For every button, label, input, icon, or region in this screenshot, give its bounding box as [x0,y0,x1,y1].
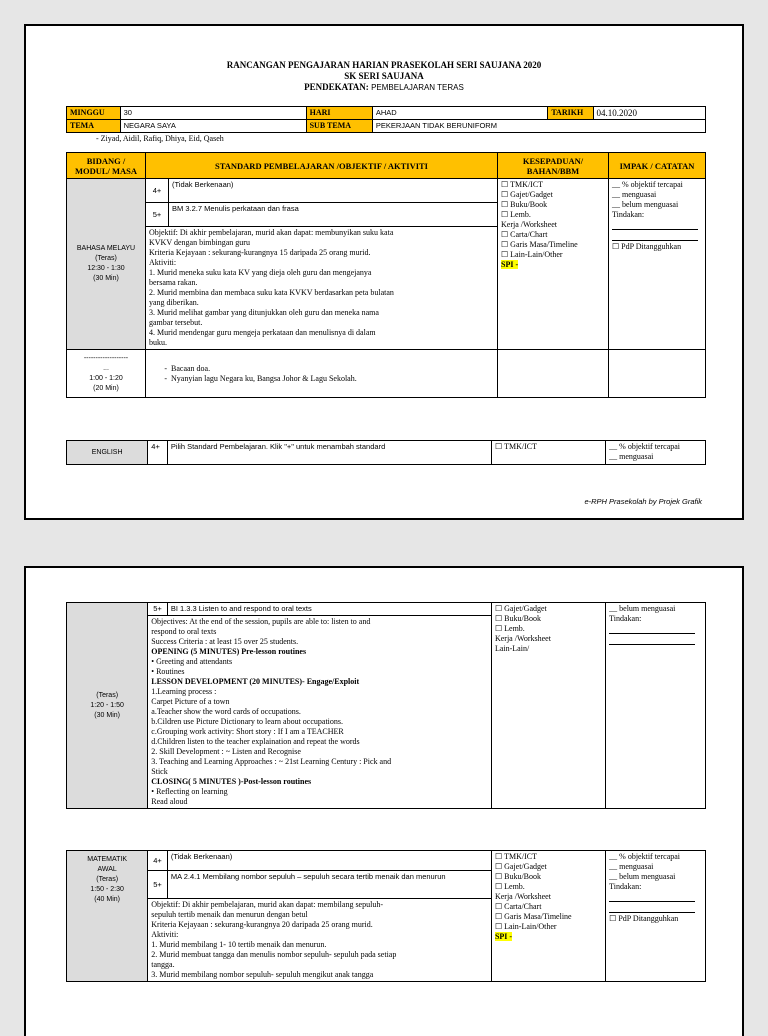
col-standard: STANDARD PEMBELAJARAN /OBJEKTIF / AKTIVITI [146,153,498,179]
eng-material-1[interactable]: ☐ Buku/Book [495,614,602,624]
english-standard[interactable]: Pilih Standard Pembelajaran. Klik "+" untuk menambah standard [167,441,491,465]
english-material-0[interactable]: ☐ TMK/ICT [495,442,537,451]
math-material-5[interactable]: ☐ Garis Masa/Timeline [495,912,602,922]
break-item-1: - Nyanyian lagu Negara ku, Bangsa Johor & Lagu Sekolah. [171,374,494,384]
document-page-1 [24,24,744,520]
bm-impak-2: __ belum menguasai [612,200,679,209]
bm-impak [609,179,706,350]
col-kesepaduan: KESEPADUAN/ BAHAN/BBM [498,153,609,179]
bm-material-0[interactable]: ☐ TMK/ICT [501,180,605,190]
english-impak: __ % objektif tercapai __ menguasai [606,441,706,465]
break-item-0: - Bacaan doa. [171,364,494,374]
tema-value: NEGARA SAYA [120,120,306,133]
tarikh-value: 04.10.2020 [593,107,706,120]
bm-material-6[interactable]: ☐ Lain-Lain/Other [501,250,605,260]
bm-material-2[interactable]: ☐ Buku/Book [501,200,605,210]
bm-material-4[interactable]: ☐ Carta/Chart [501,230,605,240]
math-material-0[interactable]: ☐ TMK/ICT [495,852,602,862]
math-row2-text: MA 2.4.1 Membilang nombor sepuluh – sepuluh secara tertib menaik dan menurun [167,871,491,899]
math-material-2[interactable]: ☐ Buku/Book [495,872,602,882]
eng-standard: BI 1.3.3 Listen to and respond to oral texts [167,603,491,616]
eng-kerja: Kerja /Worksheet [494,634,551,643]
bm-blank-line-1 [612,220,698,230]
english-materials [491,441,605,465]
bm-row1-text: (Tidak Berkenaan) [169,179,498,203]
bm-duration: (30 Min) [93,275,119,282]
math-subject-cell: MATEMATIK AWAL (Teras) 1:50 - 2:30 (40 Min) [67,851,148,982]
break-impak [609,350,706,398]
bm-subject-cell [67,179,146,350]
tema-label: TEMA [67,120,121,133]
math-spi: SPI - [494,932,513,941]
eng-subject-cell: (Teras) 1:20 - 1:50 (30 Min) [67,603,148,809]
bm-material-3[interactable]: ☐ Lemb. [501,210,605,220]
approach-label: PENDEKATAN: [304,82,369,92]
bm-subject: BAHASA MELAYU [76,245,136,252]
math-material-3[interactable]: ☐ Lemb. [495,882,602,892]
bm-age-4: 4+ [146,179,169,203]
eng-blank-line-1 [609,624,695,634]
math-age-5: 5+ [148,871,168,899]
bm-impak-3: Tindakan: [612,210,645,219]
document-page-2 [24,566,744,1036]
school-name: SK SERI SAUJANA [344,71,424,81]
english-continued-table [66,602,706,809]
subtema-label: SUB TEMA [306,120,372,133]
eng-impak: __ belum menguasai Tindakan: [606,603,706,809]
bm-impak-1: __ menguasai [612,190,657,199]
break-activities [146,350,498,398]
math-material-1[interactable]: ☐ Gajet/Gadget [495,862,602,872]
bm-kerja: Kerja /Worksheet [501,220,557,229]
bm-pdp-checkbox[interactable]: ☐ PdP Ditangguhkan [612,242,702,252]
bm-age-5: 5+ [146,203,169,227]
approach-value: PEMBELAJARAN TERAS [371,83,464,92]
col-impak: IMPAK / CATATAN [609,153,706,179]
english-age: 4+ [148,441,168,465]
eng-age: 5+ [148,603,168,616]
hari-value: AHAD [372,107,548,120]
student-list: - Ziyad, Aidil, Rafiq, Dhiya, Eid, Qaseh [96,134,224,143]
footer-credit: e-RPH Prasekolah by Projek Grafik [584,497,702,506]
bm-materials [498,179,609,350]
doc-title: RANCANGAN PENGAJARAN HARIAN PRASEKOLAH SERI SAUJANA 2020 [226,60,542,70]
info-table [66,106,706,133]
hari-label: HARI [306,107,372,120]
break-materials [498,350,609,398]
math-material-6[interactable]: ☐ Lain-Lain/Other [495,922,602,932]
math-kerja: Kerja /Worksheet [494,892,551,901]
math-table [66,850,706,982]
math-blank-line-1 [609,892,695,902]
bm-details: Objektif: Di akhir pembelajaran, murid akan dapat: membunyikan suku kata KVKV dengan bimbingan guru Kriteria Kejayaan : sekurang-kurangnya 15 daripada 25 orang murid. Aktiviti: 1. Murid meneka suku kata KV yang dieja oleh guru dan mengejanya bersama rakan. 2. Murid membina dan membaca suku kata KVKV berdasarkan peta bulatan yang diberikan. 3. Murid melihat gambar yang ditunjukkan oleh guru dan meneka nama gambar tersebut. 4. Murid mendengar guru mengeja perkataan dan menulisnya di dalam buku. [146,227,498,350]
eng-materials [491,603,605,809]
math-row1-text: (Tidak Berkenaan) [167,851,491,871]
bm-type: (Teras) [95,255,117,262]
math-blank-line-2 [609,903,695,913]
bm-spi: SPI - [501,260,519,269]
minggu-value: 30 [120,107,306,120]
eng-lain: Lain-Lain/ [494,644,530,653]
math-details: Objektif: Di akhir pembelajaran, murid akan dapat: membilang sepuluh- sepuluh tertib menaik dan menurun dengan betul Kriteria Kejayaan : sekurang-kurangnya 20 daripada 25 orang murid. Aktiviti: 1. Murid membilang 1- 10 tertib menaik dan menurun. 2. Murid membuat tangga dan menulis nombor sepuluh- sepuluh pada setiap tangga. 3. Murid membilang nombor sepuluh- sepuluh mengikut anak tangga [148,899,492,982]
math-impak: __ % objektif tercapai __ menguasai __ belum menguasai Tindakan: ☐ PdP Ditangguhkan [606,851,706,982]
bm-impak-0: __ % objektif tercapai [612,180,683,189]
math-material-4[interactable]: ☐ Carta/Chart [495,902,602,912]
bm-time: 12:30 - 1:30 [87,265,125,272]
bm-material-1[interactable]: ☐ Gajet/Gadget [501,190,605,200]
lesson-table [66,152,706,398]
eng-blank-line-2 [609,635,695,645]
col-bidang: BIDANG / MODUL/ MASA [67,153,146,179]
english-table [66,440,706,465]
math-materials [491,851,605,982]
eng-details: Objectives: At the end of the session, pupils are able to: listen to and respond to oral texts Success Criteria : at least 15 over 25 students. OPENING (5 MINUTES) Pre-lesson routines • Greeting and attendants • Routines LESSON DEVELOPMENT (20 MINUTES)- Engage/Exploit 1.Learning process : Carpet Picture of a town a.Teacher show the word cards of occupations. b.Cildren use Picture Dictionary to learn about occupations. c.Grouping work activity: Short story : If I am a TEACHER d.Children listen to the teacher explaination and repeat the words 2. Skill Development : ~ Listen and Recognise 3. Teaching and Learning Approaches : ~ 21st Learning Century : Pick and Stick CLOSING( 5 MINUTES )-Post-lesson routines • Reflecting on learning Read aloud [148,616,492,809]
bm-material-5[interactable]: ☐ Garis Masa/Timeline [501,240,605,250]
math-age-4: 4+ [148,851,168,871]
english-subject: ENGLISH [67,441,148,465]
minggu-label: MINGGU [67,107,121,120]
eng-material-2[interactable]: ☐ Lemb. [495,624,602,634]
bm-row2-text: BM 3.2.7 Menulis perkataan dan frasa [169,203,498,227]
break-cell: ------------------- ... 1:00 - 1:20 (20 Min) [67,350,146,398]
approach [26,82,742,93]
tarikh-label: TARIKH [548,107,593,120]
math-pdp-checkbox[interactable]: ☐ PdP Ditangguhkan [609,914,702,924]
bm-blank-line-2 [612,231,698,241]
eng-material-0[interactable]: ☐ Gajet/Gadget [495,604,602,614]
subtema-value: PEKERJAAN TIDAK BERUNIFORM [372,120,705,133]
